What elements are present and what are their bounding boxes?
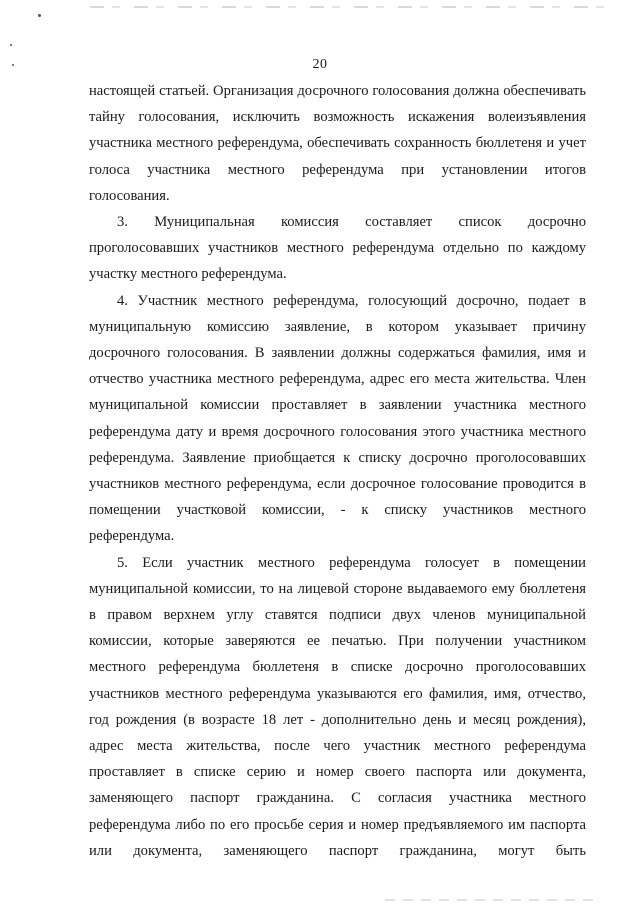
- scan-artifact-bottom: [385, 899, 595, 901]
- scan-speck: [38, 14, 41, 17]
- paragraph-item-4: 4. Участник местного референдума, голосующий досрочно, подает в муниципальную комиссию заявление, в котором указывает причину досрочного голосования. В заявлении должны содержаться фамилия, имя и отчество участника местного референдума, адрес его места жительства. Член муниципальной комиссии проставляет в заявлении участника местного референдума дату и время досрочного голосования этого участника местного референдума. Заявление приобщается к списку досрочно проголосовавших участников местного референдума, если досрочное голосование проводится в помещении участковой комиссии, - к списку участников местного референдума.: [89, 292, 586, 545]
- document-body: [89, 78, 586, 864]
- paragraph-continuation: настоящей статьей. Организация досрочного голосования должна обеспечивать тайну голосования, исключить возможность искажения волеизъявления участника местного референдума, обеспечивать сохранность бюллетеня и учет голоса участника местного референдума при установлении итогов голосования.: [89, 83, 586, 204]
- paragraph-item-5: 5. Если участник местного референдума голосует в помещении муниципальной комиссии, то на лицевой стороне выдаваемого ему бюллетеня в правом верхнем углу ставятся подписи двух членов муниципальной комиссии, которые заверяются ее печатью. При получении участником местного референдума бюллетеня в списке досрочно проголосовавших участников местного референдума указываются его фамилия, имя, отчество, год рождения (в возрасте 18 лет - дополнительно день и месяц рождения), адрес места жительства, после чего участник местного референдума проставляет в списке серию и номер своего паспорта или документа, заменяющего паспорт гражданина. С согласия участника местного референдума либо по его просьбе серия и номер предъявляемого им паспорта или документа, заменяющего паспорт гражданина, могут быть: [89, 554, 586, 859]
- page-number: 20: [312, 57, 328, 72]
- scan-artifact-top: [90, 6, 610, 8]
- scan-speck: [10, 44, 12, 46]
- paragraph-item-3: 3. Муниципальная комиссия составляет список досрочно проголосовавших участников местного референдума отдельно по каждому участку местного референдума.: [89, 214, 586, 283]
